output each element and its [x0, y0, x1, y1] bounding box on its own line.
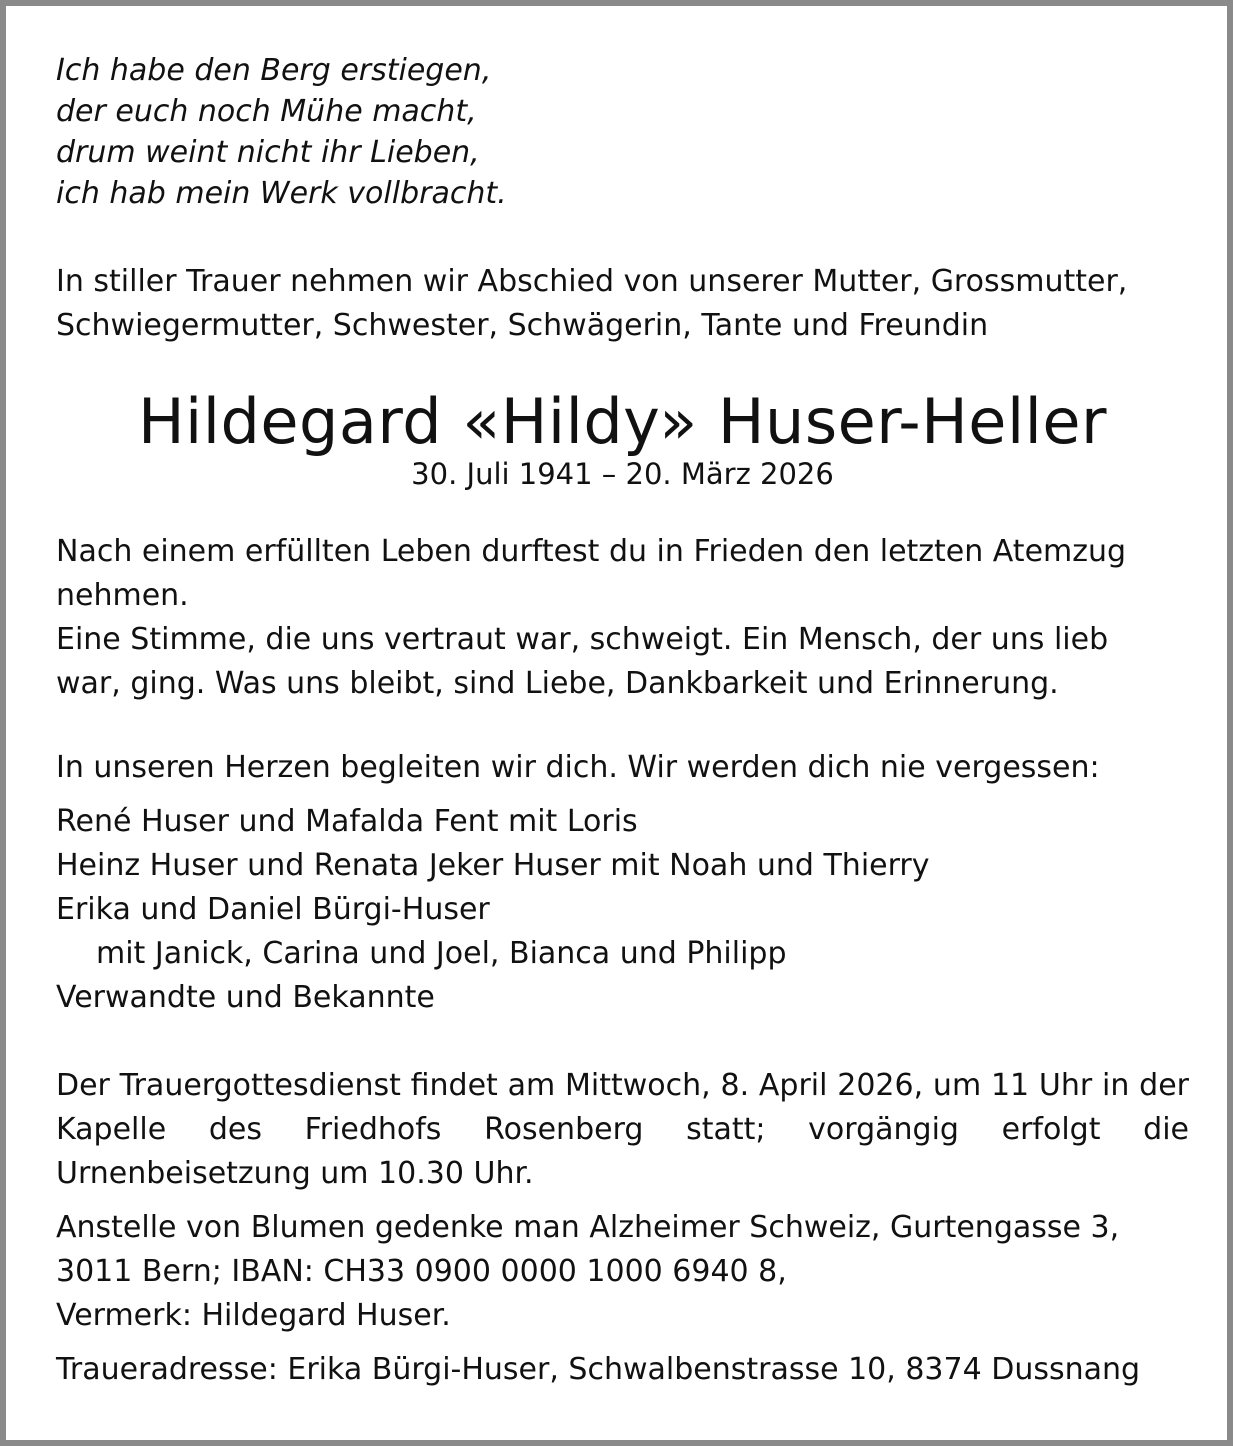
mourning-address: Traueradresse: Erika Bürgi-Huser, Schwalbenstrasse 10, 8374 Dussnang — [56, 1352, 1141, 1387]
donation-line: Anstelle von Blumen gedenke man Alzheimer Schweiz, Gurtengasse 3, — [56, 1210, 1120, 1245]
poem-line: der euch noch Mühe macht, — [56, 94, 477, 129]
obituary-content — [56, 50, 1189, 1392]
poem — [56, 50, 1189, 214]
donation-line: Vermerk: Hildegard Huser. — [56, 1298, 451, 1333]
hearts-text: In unseren Herzen begleiten wir dich. Wir werden dich nie vergessen: — [56, 750, 1100, 785]
intro-text — [56, 260, 1189, 348]
family-member: René Huser und Mafalda Fent mit Loris — [56, 804, 638, 839]
life-line: Eine Stimme, die uns vertraut war, schweigt. Ein Mensch, der uns lieb — [56, 622, 1109, 657]
family-member: Erika und Daniel Bürgi-Huser — [56, 892, 490, 927]
family-list — [56, 800, 1189, 1020]
life-line: nehmen. — [56, 578, 189, 613]
life-dates: 30. Juli 1941 – 20. März 2026 — [411, 457, 834, 491]
poem-line: drum weint nicht ihr Lieben, — [56, 135, 480, 170]
family-member: Verwandte und Bekannte — [56, 980, 435, 1015]
life-text — [56, 530, 1189, 706]
life-line: Nach einem erfüllten Leben durftest du in Frieden den letzten Atemzug — [56, 534, 1127, 569]
family-member: mit Janick, Carina und Joel, Bianca und Philipp — [96, 936, 787, 971]
intro-line: Schwiegermutter, Schwester, Schwägerin, Tante und Freundin — [56, 308, 989, 343]
deceased-name: Hildegard «Hildy» Huser-Heller — [137, 385, 1108, 458]
family-member: Heinz Huser und Renata Jeker Huser mit Noah und Thierry — [56, 848, 930, 883]
donation-line: 3011 Bern; IBAN: CH33 0900 0000 1000 6940 8, — [56, 1254, 787, 1289]
poem-line: Ich habe den Berg erstiegen, — [56, 53, 492, 88]
service-info: Der Trauergottesdienst findet am Mittwoch, 8. April 2026, um 11 Uhr in der Kapelle des Friedhofs Rosenberg statt; vorgängig erfolgt die Urnenbeisetzung um 10.30 Uhr. — [56, 1068, 1189, 1191]
poem-line: ich hab mein Werk vollbracht. — [56, 176, 507, 211]
intro-line: In stiller Trauer nehmen wir Abschied von unserer Mutter, Grossmutter, — [56, 264, 1128, 299]
life-line: war, ging. Was uns bleibt, sind Liebe, Dankbarkeit und Erinnerung. — [56, 666, 1059, 701]
donation-info — [56, 1206, 1189, 1338]
